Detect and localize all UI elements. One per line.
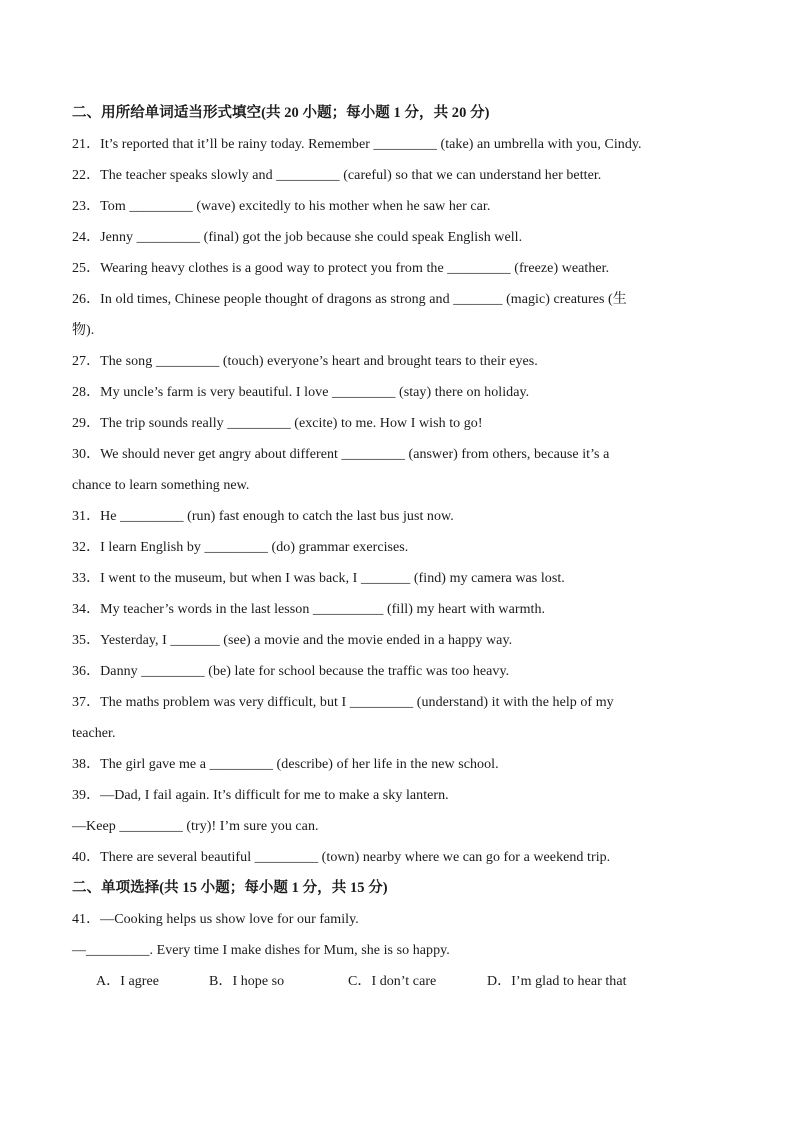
question-line: 36．Danny _________ (be) late for school because the traffic was too heavy.	[72, 664, 510, 679]
question-line: 33．I went to the museum, but when I was back, I _______ (find) my camera was lost.	[72, 571, 565, 586]
option-b[interactable]: B．I hope so	[209, 974, 285, 989]
option-c[interactable]: C．I don’t care	[348, 974, 437, 989]
question-line: 23．Tom _________ (wave) excitedly to his mother when he saw her car.	[72, 199, 491, 214]
question-line: 40．There are several beautiful _________ (town) nearby where we can go for a weekend trip.	[72, 850, 611, 865]
question-line: 31．He _________ (run) fast enough to catch the last bus just now.	[72, 509, 454, 524]
question-line: 29．The trip sounds really _________ (excite) to me. How I wish to go!	[72, 416, 483, 431]
section-heading-fill-in: 二、用所给单词适当形式填空(共 20 小题；每小题 1 分，共 20 分)	[72, 105, 490, 121]
question-line: 24．Jenny _________ (final) got the job because she could speak English well.	[72, 230, 523, 245]
question-line: 28．My uncle’s farm is very beautiful. I love _________ (stay) there on holiday.	[72, 385, 530, 400]
question-line: —Keep _________ (try)! I’m sure you can.	[72, 819, 319, 834]
question-line: 34．My teacher’s words in the last lesson __________ (fill) my heart with warmth.	[72, 602, 546, 617]
question-line: 26．In old times, Chinese people thought of dragons as strong and _______ (magic) creatures (生	[72, 292, 627, 307]
question-line: 27．The song _________ (touch) everyone’s heart and brought tears to their eyes.	[72, 354, 538, 369]
question-line: 39．—Dad, I fail again. It’s difficult for me to make a sky lantern.	[72, 788, 449, 803]
question-line: 30．We should never get angry about different _________ (answer) from others, because it’s a	[72, 447, 610, 462]
question-41-reply: —_________. Every time I make dishes for Mum, she is so happy.	[72, 943, 450, 958]
fill-in-question-list	[72, 129, 732, 873]
question-line: teacher.	[72, 726, 116, 741]
option-a[interactable]: A．I agree	[96, 974, 160, 989]
question-line: 21．It’s reported that it’ll be rainy today. Remember _________ (take) an umbrella with you, Cindy.	[72, 137, 642, 152]
question-line: 38．The girl gave me a _________ (describe) of her life in the new school.	[72, 757, 499, 772]
question-line: 32．I learn English by _________ (do) grammar exercises.	[72, 540, 409, 555]
question-line: 37．The maths problem was very difficult, but I _________ (understand) it with the help of my	[72, 695, 614, 710]
section-heading-multiple-choice: 二、单项选择(共 15 小题；每小题 1 分，共 15 分)	[72, 880, 388, 896]
question-41-prompt: 41．—Cooking helps us show love for our family.	[72, 912, 359, 927]
question-line: 物).	[72, 323, 95, 338]
question-line: chance to learn something new.	[72, 478, 250, 493]
exam-page	[72, 98, 732, 997]
question-41-options	[72, 966, 732, 997]
question-line: 35．Yesterday, I _______ (see) a movie and the movie ended in a happy way.	[72, 633, 513, 648]
question-line: 22．The teacher speaks slowly and _________ (careful) so that we can understand her better.	[72, 168, 602, 183]
question-line: 25．Wearing heavy clothes is a good way to protect you from the _________ (freeze) weather.	[72, 261, 610, 276]
option-d[interactable]: D．I’m glad to hear that	[487, 974, 627, 989]
